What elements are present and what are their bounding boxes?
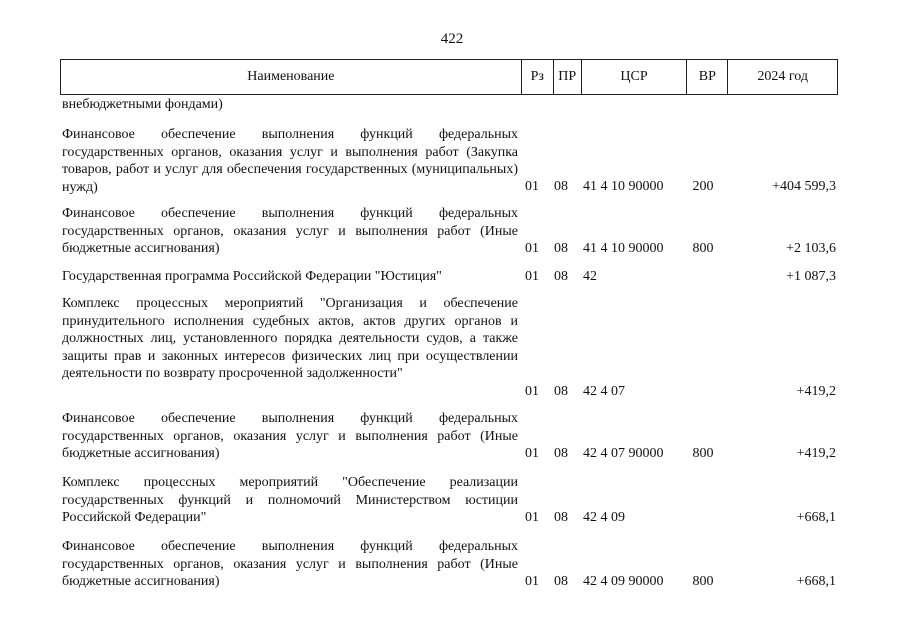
header-rz: Рз [521,60,553,94]
row-rz: 01 [525,446,539,461]
row-value: +419,2 [796,446,836,461]
row-vr: 200 [692,179,714,194]
row-csr: 41 4 10 90000 [583,241,664,256]
row-csr: 42 4 07 90000 [583,446,664,461]
row-rz: 01 [525,269,539,284]
row-name: Финансовое обеспечение выполнения функций федеральных государственных органов, оказания услуг и выполнения работ (Закупка товаров, работ и услуг для обеспечения государственных (муниципальных) нужд) [62,127,518,195]
row-value: +668,1 [796,574,836,589]
row-value: +668,1 [796,510,836,525]
row-csr: 42 4 09 90000 [583,574,664,589]
row-rz: 01 [525,179,539,194]
header-vr: ВР [686,60,727,94]
row-rz: 01 [525,574,539,589]
continuation-text: внебюджетными фондами) [62,97,223,112]
row-pr: 08 [554,384,568,399]
row-value: +2 103,6 [786,241,836,256]
row-name: Государственная программа Российской Федерации "Юстиция" [62,269,442,284]
row-csr: 42 [583,269,597,284]
table-header [60,59,838,95]
row-name: Комплекс процессных мероприятий "Организация и обеспечение принудительного исполнения судебных актов, актов других органов и должностных лиц, установленного порядка деятельности судов, а также защиты прав и законных интересов физических лиц при осуществлении деятельности по возврату просроченной задолженности" [62,296,518,381]
row-csr: 42 4 07 [583,384,625,399]
row-value: +1 087,3 [786,269,836,284]
header-pr: ПР [553,60,581,94]
row-pr: 08 [554,510,568,525]
header-year: 2024 год [727,60,837,94]
row-rz: 01 [525,241,539,256]
row-pr: 08 [554,574,568,589]
row-name: Финансовое обеспечение выполнения функций федеральных государственных органов, оказания услуг и выполнения работ (Иные бюджетные ассигнования) [62,206,518,256]
row-pr: 08 [554,446,568,461]
row-csr: 42 4 09 [583,510,625,525]
row-pr: 08 [554,269,568,284]
page-number: 422 [440,31,464,47]
header-name: Наименование [247,69,335,84]
header-csr: ЦСР [581,60,687,94]
row-pr: 08 [554,241,568,256]
row-value: +404 599,3 [772,179,836,194]
row-name: Финансовое обеспечение выполнения функций федеральных государственных органов, оказания услуг и выполнения работ (Иные бюджетные ассигнования) [62,539,518,589]
row-pr: 08 [554,179,568,194]
row-value: +419,2 [796,384,836,399]
row-name: Финансовое обеспечение выполнения функций федеральных государственных органов, оказания услуг и выполнения работ (Иные бюджетные ассигнования) [62,411,518,461]
row-vr: 800 [692,574,714,589]
row-rz: 01 [525,384,539,399]
row-vr: 800 [692,446,714,461]
row-name: Комплекс процессных мероприятий "Обеспечение реализации государственных функций и полномочий Министерством юстиции Российской Федерации" [62,475,518,525]
row-csr: 41 4 10 90000 [583,179,664,194]
row-rz: 01 [525,510,539,525]
row-vr: 800 [692,241,714,256]
